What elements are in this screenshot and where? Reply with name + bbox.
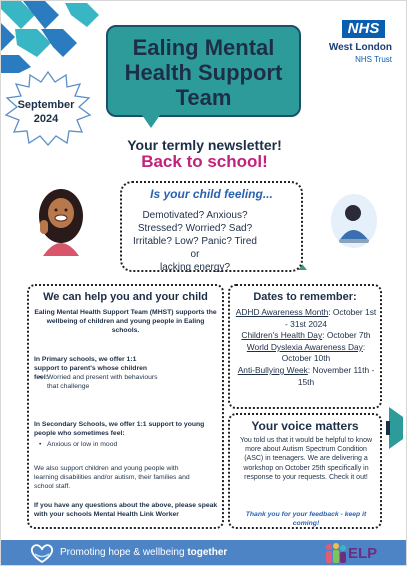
dates-box: [228, 284, 382, 409]
date-item: ADHD Awareness Month: October 1st - 31st 2024: [235, 307, 377, 329]
issue-date: September 2024: [17, 99, 75, 125]
footer-bar: [1, 540, 407, 566]
upset-child-illustration: [329, 193, 379, 251]
primary-bullet: • Worried and present with behaviours that challenge: [39, 373, 159, 391]
feeling-list: Demotivated? Anxious? Stressed? Worried? Sad? Irritable? Low? Panic? Tired or lacking energy?: [133, 210, 257, 273]
megaphone-icon: [385, 403, 407, 453]
mhst-intro: Ealing Mental Health Support Team (MHST) supports the wellbeing of children and young people in Ealing schools.: [34, 309, 217, 334]
secondary-intro: In Secondary Schools, we offer 1:1 support to young people who sometimes feel:: [34, 421, 205, 437]
date-item: Anti-Bullying Week: November 11th - 15th: [237, 364, 375, 387]
nhs-logo: NHS: [342, 20, 385, 38]
footer-tagline: Promoting hope & wellbeing together: [60, 547, 228, 558]
feedback-thanks: Thank you for your feedback - keep it coming!: [245, 511, 367, 527]
voice-heading: Your voice matters: [251, 419, 359, 433]
date-item: World Dyslexia Awareness Day: October 10th: [246, 341, 366, 364]
date-item: Children's Health Day: October 7th: [241, 330, 371, 341]
support-info-box: [27, 284, 224, 529]
voice-body: You told us that it would be helpful to know more about Autism Spectrum Condition (ASC) in teenagers. We are delivering a workshop on October 25th specifically in response to your requests. Check it out!: [239, 437, 373, 481]
newsletter-subtitle: Your termly newsletter!: [127, 137, 282, 153]
page-title: Ealing Mental Health Support Team: [124, 35, 283, 110]
elp-logo: ELP: [348, 545, 378, 562]
feeling-heading: Is your child feeling...: [150, 187, 273, 201]
back-to-school-heading: Back to school!: [141, 152, 268, 171]
child-feeling-box: [120, 181, 303, 272]
title-banner: [106, 25, 301, 117]
support-heading: We can help you and your child: [43, 291, 208, 303]
anxious-girl-illustration: [35, 186, 87, 256]
additional-support-text: We also support children and young people with learning disabilities and/or autism, their families and school staff.: [34, 465, 190, 490]
decorative-chevrons: [1, 1, 101, 73]
dates-heading: Dates to remember:: [253, 291, 357, 303]
voice-matters-box: [228, 413, 382, 529]
heart-hands-icon: [29, 544, 55, 564]
dates-list: [234, 307, 378, 388]
questions-text: If you have any questions about the above, please speak with your schools Mental Health Link Worker: [34, 502, 218, 518]
primary-intro: In Primary schools, we offer 1:1 support to parent's whose children feel:: [34, 356, 148, 381]
secondary-bullet: • Anxious or low in mood: [39, 440, 187, 449]
elp-figures-icon: [323, 543, 347, 565]
nhs-organisation: West London NHS Trust: [328, 42, 392, 64]
